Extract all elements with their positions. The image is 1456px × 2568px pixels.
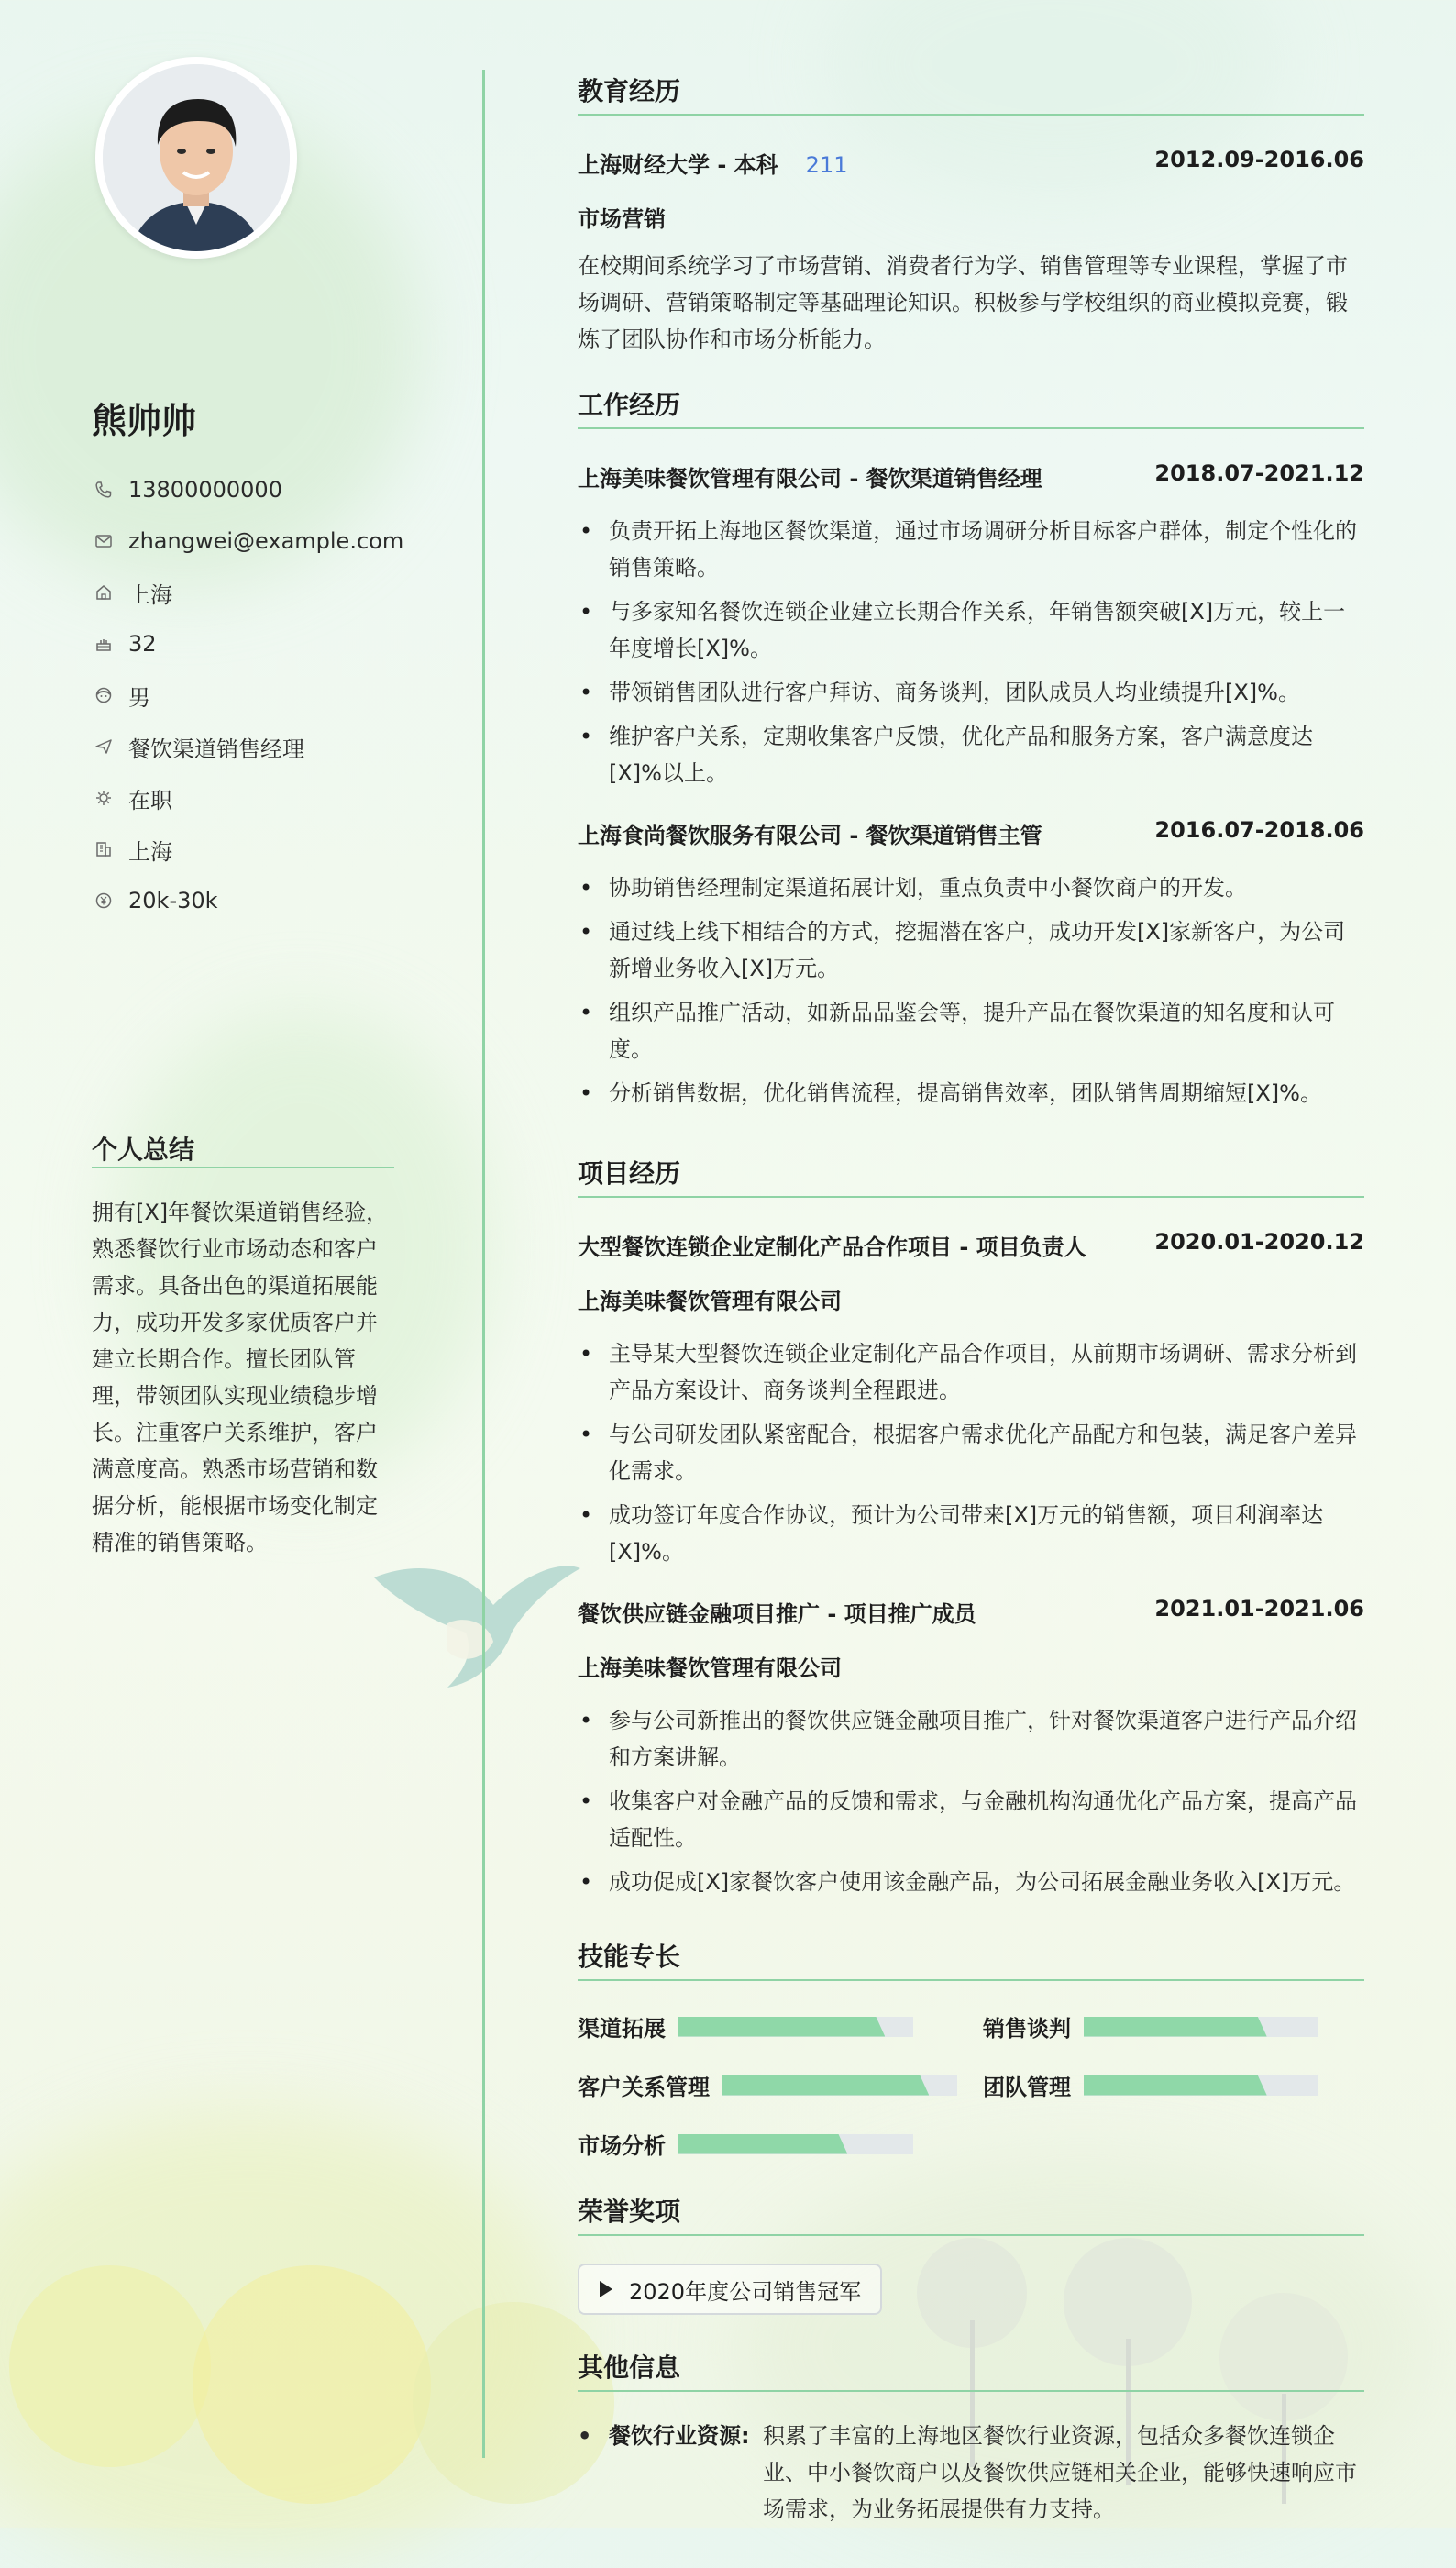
skill-bar-fill [722, 2075, 929, 2096]
project-company: 上海美味餐饮管理有限公司 [578, 1655, 842, 1681]
section-divider [578, 2234, 1364, 2236]
list-item: • 负责开拓上海地区餐饮渠道，通过市场调研分析目标客户群体，制定个性化的销售策略。 [578, 513, 1364, 586]
job-heading: 上海美味餐饮管理有限公司 - 餐饮渠道销售经理 [578, 466, 1042, 492]
skill-item [578, 2069, 957, 2101]
mail-icon [92, 529, 116, 553]
info-text: 32 [128, 631, 157, 657]
info-age [92, 618, 403, 670]
education-row [578, 147, 1364, 179]
section-divider [92, 1167, 394, 1168]
play-icon [600, 2281, 612, 2297]
info-text: 20k-30k [128, 888, 218, 913]
skill-bar-fill [1084, 2017, 1267, 2037]
list-item: • 维护客户关系，定期收集客户反馈，优化产品和服务方案，客户满意度达[X]%以上。 [578, 718, 1364, 791]
skills-section [578, 1939, 1364, 1981]
phone-icon [92, 478, 116, 502]
school-tag: 211 [805, 152, 848, 178]
summary-text: 拥有[X]年餐饮渠道销售经验，熟悉餐饮行业市场动态和客户需求。具备出色的渠道拓展能力，成功开发多家优质客户并建立长期合作。擅长团队管理，带领团队实现业绩稳步增长。注重客户关系维护，客户满意度高。熟悉市场营销和数据分析，能根据市场变化制定精准的销售策略。 [92, 1200, 389, 1555]
skill-bar [1084, 2075, 1318, 2096]
list-item: • 协助销售经理制定渠道拓展计划，重点负责中小餐饮商户的开发。 [578, 869, 1364, 906]
skill-item [983, 2010, 1318, 2042]
info-position [92, 721, 403, 772]
project-heading: 大型餐饮连锁企业定制化产品合作项目 - 项目负责人 [578, 1234, 1086, 1260]
job-row [578, 460, 1364, 493]
info-salary [92, 875, 403, 926]
project-company: 上海美味餐饮管理有限公司 [578, 1289, 842, 1314]
info-status [92, 772, 403, 824]
cake-icon [92, 632, 116, 656]
skills-title: 技能专长 [578, 1942, 681, 1972]
job-heading: 上海食尚餐饮服务有限公司 - 餐饮渠道销售主管 [578, 823, 1042, 848]
home-icon [92, 581, 116, 604]
list-item: • 参与公司新推出的餐饮供应链金融项目推广，针对餐饮渠道客户进行产品介绍和方案讲解。 [578, 1702, 1364, 1776]
project-period: 2021.01-2021.06 [1154, 1596, 1364, 1622]
other-label: 餐饮行业资源: [609, 2423, 750, 2449]
salary-icon [92, 889, 116, 913]
skill-name: 市场分析 [578, 2133, 666, 2159]
send-icon [92, 735, 116, 758]
projects-section [578, 1156, 1364, 1908]
job-bullets [578, 513, 1364, 791]
section-divider [578, 1196, 1364, 1198]
job-bullets [578, 869, 1364, 1112]
project-bullets [578, 1335, 1364, 1570]
work-title: 工作经历 [578, 390, 681, 420]
other-text: 积累了丰富的上海地区餐饮行业资源，包括众多餐饮连锁企业、中小餐饮商户以及餐饮供应链相关企业，能够快速响应市场需求，为业务拓展提供有力支持。 [763, 2423, 1357, 2522]
list-item: • 与公司研发团队紧密配合，根据客户需求优化产品配方和包装，满足客户差异化需求。 [578, 1416, 1364, 1489]
info-work-city [92, 824, 403, 875]
skill-bar-fill [678, 2017, 885, 2037]
skill-bar [678, 2134, 913, 2154]
skill-bar-fill [1084, 2075, 1267, 2096]
skill-name: 销售谈判 [983, 2016, 1071, 2042]
section-divider [578, 1979, 1364, 1981]
info-email [92, 515, 403, 567]
info-text: 13800000000 [128, 477, 282, 503]
candidate-name: 熊帅帅 [92, 401, 197, 441]
building-icon [92, 837, 116, 861]
skill-item [578, 2010, 913, 2042]
project-bullets [578, 1702, 1364, 1900]
info-text: 男 [128, 684, 150, 711]
skill-bar [678, 2017, 913, 2037]
list-item: • 收集客户对金融产品的反馈和需求，与金融机构沟通优化产品方案，提高产品适配性。 [578, 1783, 1364, 1856]
major: 市场营销 [578, 206, 666, 232]
awards-section [578, 2194, 1364, 2236]
award-item[interactable] [578, 2264, 882, 2315]
info-text: zhangwei@example.com [128, 528, 404, 554]
section-divider [578, 114, 1364, 116]
avatar [103, 64, 290, 251]
awards-title: 荣誉奖项 [578, 2197, 681, 2227]
list-item: • 通过线上线下相结合的方式，挖掘潜在客户，成功开发[X]家新客户，为公司新增业务收入[X]万元。 [578, 913, 1364, 987]
project-heading: 餐饮供应链金融项目推广 - 项目推广成员 [578, 1601, 976, 1627]
education-title: 教育经历 [578, 76, 681, 106]
project-row [578, 1596, 1364, 1628]
job-period: 2018.07-2021.12 [1154, 460, 1364, 486]
award-label: 2020年度公司销售冠军 [629, 2278, 862, 2305]
skill-item [983, 2069, 1318, 2101]
summary-title: 个人总结 [92, 1135, 195, 1165]
other-section [578, 2350, 1364, 2392]
job-row [578, 817, 1364, 849]
avatar-frame [95, 57, 297, 259]
skill-bar [722, 2075, 957, 2096]
info-text: 餐饮渠道销售经理 [128, 736, 304, 762]
job-period: 2016.07-2018.06 [1154, 817, 1364, 843]
other-title: 其他信息 [578, 2352, 681, 2383]
project-row [578, 1229, 1364, 1261]
skill-name: 团队管理 [983, 2075, 1071, 2100]
list-item: • 与多家知名餐饮连锁企业建立长期合作关系，年销售额突破[X]万元，较上一年度增长[X]%。 [578, 593, 1364, 667]
contact-info-list [92, 464, 403, 926]
skill-name: 客户关系管理 [578, 2075, 710, 2100]
info-gender [92, 670, 403, 721]
info-text: 上海 [128, 581, 172, 608]
list-item: • 成功签订年度合作协议，预计为公司带来[X]万元的销售额，项目利润率达[X]%。 [578, 1497, 1364, 1570]
school-name: 上海财经大学 - 本科 [578, 152, 778, 178]
info-text: 上海 [128, 838, 172, 865]
skill-bar-fill [678, 2134, 847, 2154]
skill-bar [1084, 2017, 1318, 2037]
status-icon [92, 786, 116, 810]
work-section [578, 387, 1364, 1119]
section-divider [578, 427, 1364, 429]
list-item: • 组织产品推广活动，如新品品鉴会等，提升产品在餐饮渠道的知名度和认可度。 [578, 994, 1364, 1068]
info-phone [92, 464, 403, 515]
list-item: • 成功促成[X]家餐饮客户使用该金融产品，为公司拓展金融业务收入[X]万元。 [578, 1864, 1364, 1900]
section-divider [578, 2390, 1364, 2392]
education-section [578, 73, 1364, 358]
info-text: 在职 [128, 787, 172, 814]
sidebar [0, 0, 484, 2528]
projects-title: 项目经历 [578, 1158, 681, 1189]
project-period: 2020.01-2020.12 [1154, 1229, 1364, 1255]
skill-item [578, 2128, 913, 2160]
info-city [92, 567, 403, 618]
column-divider [482, 70, 485, 2458]
gender-icon [92, 683, 116, 707]
list-item: • 带领销售团队进行客户拜访、商务谈判，团队成员人均业绩提升[X]%。 [578, 674, 1364, 711]
other-info-row [578, 2418, 1364, 2528]
education-desc: 在校期间系统学习了市场营销、消费者行为学、销售管理等专业课程，掌握了市场调研、营销策略制定等基础理论知识。积极参与学校组织的商业模拟竞赛，锻炼了团队协作和市场分析能力。 [578, 253, 1348, 352]
list-item: • 主导某大型餐饮连锁企业定制化产品合作项目，从前期市场调研、需求分析到产品方案设计、商务谈判全程跟进。 [578, 1335, 1364, 1409]
skill-name: 渠道拓展 [578, 2016, 666, 2042]
education-period: 2012.09-2016.06 [1154, 147, 1364, 172]
list-item: • 分析销售数据，优化销售流程，提高销售效率，团队销售周期缩短[X]%。 [578, 1075, 1364, 1112]
other-info [578, 2418, 1364, 2528]
bullet-dot: • [578, 2423, 592, 2449]
